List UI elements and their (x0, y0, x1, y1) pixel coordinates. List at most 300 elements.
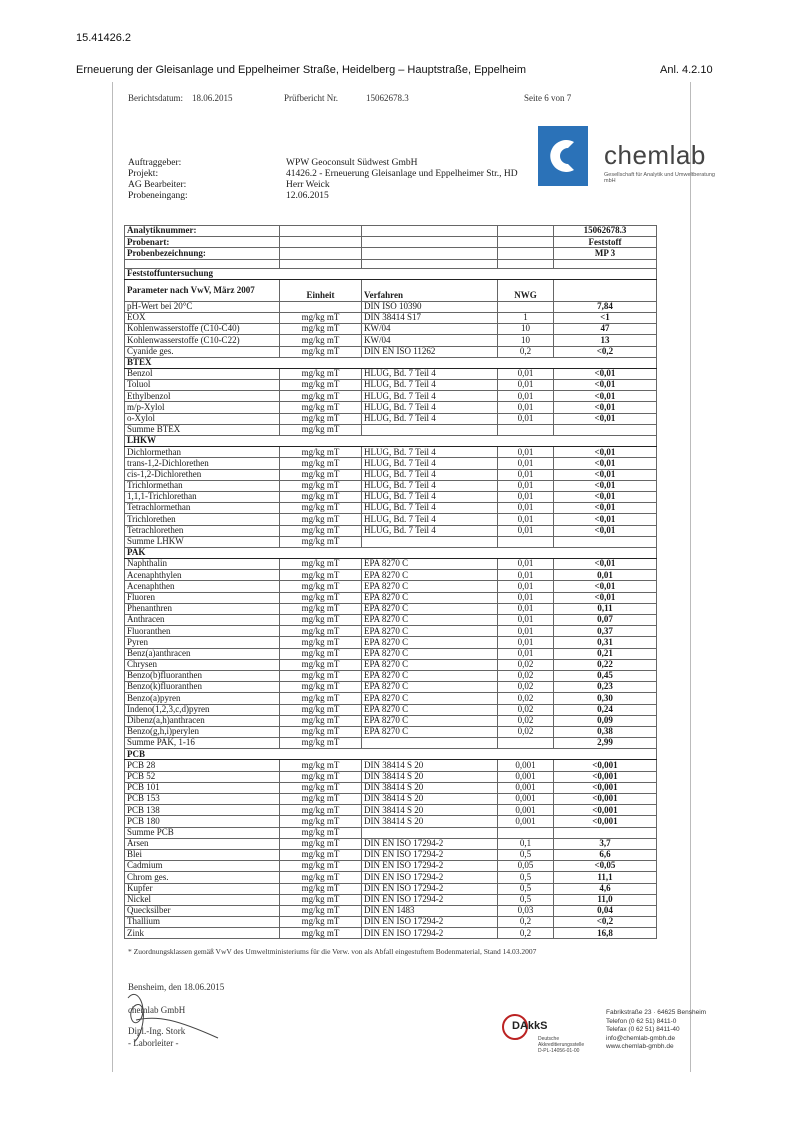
method-cell: DIN EN ISO 17294-2 (362, 928, 498, 939)
nwg-cell: 0,001 (498, 771, 554, 782)
nwg-cell: 0,01 (498, 447, 554, 458)
nwg-cell: 0,01 (498, 626, 554, 637)
result-cell: <0,01 (554, 514, 657, 525)
unit-cell: mg/kg mT (280, 682, 362, 693)
dakks-details: Deutsche Akkreditierungsstelle D-PL-14056-01-00 (538, 1036, 585, 1054)
parameter-cell: Trichlorethen (125, 514, 280, 525)
method-cell: HLUG, Bd. 7 Teil 4 (362, 503, 498, 514)
method-cell (362, 424, 498, 435)
parameter-cell: Chrysen (125, 659, 280, 670)
table-row (125, 469, 657, 480)
nwg-cell: 0,05 (498, 861, 554, 872)
method-cell: HLUG, Bd. 7 Teil 4 (362, 391, 498, 402)
method-cell: EPA 8270 C (362, 615, 498, 626)
result-cell: 0,22 (554, 659, 657, 670)
unit-cell: mg/kg mT (280, 380, 362, 391)
parameter-cell: Kohlenwasserstoffe (C10-C40) (125, 324, 280, 335)
table-row (125, 704, 657, 715)
table-row (125, 615, 657, 626)
unit-cell: mg/kg mT (280, 771, 362, 782)
nwg-cell (498, 424, 554, 435)
unit-cell: mg/kg mT (280, 469, 362, 480)
logo-tagline: Gesellschaft für Analytik und Umweltberatung mbH (604, 172, 715, 184)
nwg-cell: 10 (498, 324, 554, 335)
chemlab-logo (538, 126, 718, 186)
method-cell: DIN 38414 S 20 (362, 794, 498, 805)
nwg-cell: 0,01 (498, 368, 554, 379)
table-row (125, 581, 657, 592)
table-row (125, 559, 657, 570)
analytics-number-label: Analytiknummer: (125, 226, 280, 237)
table-row (125, 626, 657, 637)
table-row (125, 592, 657, 603)
result-cell (554, 424, 657, 435)
nwg-cell: 0,01 (498, 603, 554, 614)
parameter-cell: Dibenz(a,h)anthracen (125, 715, 280, 726)
unit-cell: mg/kg mT (280, 928, 362, 939)
result-cell: <0,001 (554, 771, 657, 782)
result-cell: <0,01 (554, 469, 657, 480)
unit-cell: mg/kg mT (280, 760, 362, 771)
method-cell: DIN 38414 S 20 (362, 805, 498, 816)
result-cell: <0,01 (554, 368, 657, 379)
unit-cell: mg/kg mT (280, 536, 362, 547)
nwg-cell: 0,01 (498, 581, 554, 592)
nwg-cell: 0,01 (498, 514, 554, 525)
nwg-cell (498, 827, 554, 838)
unit-cell: mg/kg mT (280, 346, 362, 357)
sample-name-value: MP 3 (554, 248, 657, 259)
parameter-cell: EOX (125, 312, 280, 323)
method-cell: HLUG, Bd. 7 Teil 4 (362, 469, 498, 480)
result-cell: <0,01 (554, 380, 657, 391)
unit-cell: mg/kg mT (280, 905, 362, 916)
unit-cell: mg/kg mT (280, 424, 362, 435)
scan-edge-right (690, 82, 691, 1072)
nwg-cell: 0,02 (498, 659, 554, 670)
result-cell: <0,01 (554, 458, 657, 469)
sample-type-value: Feststoff (554, 237, 657, 248)
unit-cell: mg/kg mT (280, 794, 362, 805)
unit-cell: mg/kg mT (280, 648, 362, 659)
method-cell: DIN EN ISO 17294-2 (362, 861, 498, 872)
table-row (125, 536, 657, 547)
unit-cell: mg/kg mT (280, 782, 362, 793)
parameter-cell: Cadmium (125, 861, 280, 872)
nwg-cell (498, 536, 554, 547)
unit-cell: mg/kg mT (280, 738, 362, 749)
method-cell: HLUG, Bd. 7 Teil 4 (362, 480, 498, 491)
table-row (125, 782, 657, 793)
nwg-cell: 1 (498, 312, 554, 323)
nwg-cell: 0,01 (498, 458, 554, 469)
nwg-cell: 0,01 (498, 525, 554, 536)
unit-cell (280, 301, 362, 312)
method-cell: DIN 38414 S 20 (362, 771, 498, 782)
nwg-cell: 0,01 (498, 491, 554, 502)
table-row (125, 693, 657, 704)
table-row (125, 301, 657, 312)
table-row (125, 346, 657, 357)
result-cell: 7,84 (554, 301, 657, 312)
handler-label: AG Bearbeiter: (128, 180, 187, 190)
parameter-cell: PCB 153 (125, 794, 280, 805)
table-row (125, 771, 657, 782)
section-header: BTEX (125, 357, 657, 368)
parameter-cell: Benzol (125, 368, 280, 379)
table-row (125, 659, 657, 670)
column-header-unit: Einheit (280, 279, 362, 301)
analytics-number-value: 15062678.3 (554, 226, 657, 237)
parameter-cell: m/p-Xylol (125, 402, 280, 413)
contact-address: Fabrikstraße 23 · 64625 Bensheim (606, 1009, 707, 1016)
result-cell: <0,01 (554, 525, 657, 536)
table-row (125, 872, 657, 883)
nwg-cell: 0,1 (498, 838, 554, 849)
table-row (125, 525, 657, 536)
method-cell (362, 738, 498, 749)
method-cell: EPA 8270 C (362, 559, 498, 570)
report-number-value: 15062678.3 (366, 93, 409, 103)
unit-cell: mg/kg mT (280, 603, 362, 614)
report-date-label: Berichtsdatum: (128, 93, 183, 103)
parameter-cell: Benzo(b)fluoranthen (125, 670, 280, 681)
parameter-cell: Trichlormethan (125, 480, 280, 491)
unit-cell: mg/kg mT (280, 693, 362, 704)
result-cell: 0,07 (554, 615, 657, 626)
table-row (125, 894, 657, 905)
sample-name-label: Probenbezeichnung: (125, 248, 280, 259)
parameter-cell: Summe PCB (125, 827, 280, 838)
result-cell: <0,001 (554, 794, 657, 805)
table-row (125, 928, 657, 939)
parameter-cell: Benzo(k)fluoranthen (125, 682, 280, 693)
unit-cell: mg/kg mT (280, 670, 362, 681)
nwg-cell (498, 301, 554, 312)
parameter-cell: Summe PAK, 1-16 (125, 738, 280, 749)
project-title: Erneuerung der Gleisanlage und Eppelheimer Straße, Heidelberg – Hauptstraße, Eppelheim (76, 64, 527, 76)
nwg-cell: 0,01 (498, 592, 554, 603)
handwritten-signature (118, 980, 228, 1050)
result-cell: <0,01 (554, 559, 657, 570)
parameter-cell: Arsen (125, 838, 280, 849)
nwg-cell: 0,001 (498, 805, 554, 816)
method-cell: EPA 8270 C (362, 626, 498, 637)
chemlab-c-logo-icon (538, 126, 588, 186)
result-cell: 16,8 (554, 928, 657, 939)
result-cell: <0,01 (554, 391, 657, 402)
unit-cell: mg/kg mT (280, 917, 362, 928)
method-cell: DIN 38414 S 20 (362, 816, 498, 827)
result-cell: <0,01 (554, 581, 657, 592)
nwg-cell: 0,2 (498, 917, 554, 928)
unit-cell: mg/kg mT (280, 391, 362, 402)
signature-place-date: Bensheim, den 18.06.2015 (128, 982, 225, 992)
results-table (124, 225, 657, 939)
method-cell: EPA 8270 C (362, 581, 498, 592)
nwg-cell: 0,02 (498, 726, 554, 737)
parameter-cell: Tetrachlormethan (125, 503, 280, 514)
parameter-cell: Quecksilber (125, 905, 280, 916)
parameter-cell: Acenaphthen (125, 581, 280, 592)
report-number-label: Prüfbericht Nr. (284, 93, 338, 103)
annex-number: Anl. 4.2.10 (660, 64, 713, 76)
parameter-cell: Summe LHKW (125, 536, 280, 547)
project-label: Projekt: (128, 169, 159, 179)
unit-cell: mg/kg mT (280, 503, 362, 514)
nwg-cell: 0,02 (498, 693, 554, 704)
unit-cell: mg/kg mT (280, 816, 362, 827)
table-row (125, 827, 657, 838)
result-cell: <1 (554, 312, 657, 323)
result-cell: 0,45 (554, 670, 657, 681)
dakks-name: DAkkS (512, 1020, 548, 1032)
parameter-cell: PCB 138 (125, 805, 280, 816)
method-cell: HLUG, Bd. 7 Teil 4 (362, 402, 498, 413)
unit-cell: mg/kg mT (280, 726, 362, 737)
parameter-cell: Blei (125, 849, 280, 860)
method-cell: HLUG, Bd. 7 Teil 4 (362, 447, 498, 458)
contact-block (606, 1009, 706, 1052)
table-row (125, 391, 657, 402)
result-cell: 13 (554, 335, 657, 346)
unit-cell: mg/kg mT (280, 704, 362, 715)
method-cell: DIN EN ISO 17294-2 (362, 838, 498, 849)
result-cell: 6,6 (554, 849, 657, 860)
footnote: * Zuordnungsklassen gemäß VwV des Umweltministeriums für die Verw. von als Abfall eingestuftem Bodenmaterial, Stand 14.03.2007 (128, 947, 537, 956)
table-row (125, 413, 657, 424)
method-cell: DIN 38414 S17 (362, 312, 498, 323)
nwg-cell: 0,5 (498, 872, 554, 883)
nwg-cell: 0,01 (498, 469, 554, 480)
unit-cell: mg/kg mT (280, 805, 362, 816)
nwg-cell: 0,001 (498, 794, 554, 805)
parameter-cell: Anthracen (125, 615, 280, 626)
table-row (125, 458, 657, 469)
column-header-nwg: NWG (498, 279, 554, 301)
method-cell: DIN EN 1483 (362, 905, 498, 916)
parameter-cell: Fluoranthen (125, 626, 280, 637)
nwg-cell: 0,001 (498, 816, 554, 827)
section-header-row (125, 436, 657, 447)
method-cell: KW/04 (362, 335, 498, 346)
unit-cell: mg/kg mT (280, 458, 362, 469)
method-cell: EPA 8270 C (362, 603, 498, 614)
method-cell: DIN 38414 S 20 (362, 782, 498, 793)
method-cell: HLUG, Bd. 7 Teil 4 (362, 514, 498, 525)
nwg-cell: 0,01 (498, 570, 554, 581)
table-row (125, 648, 657, 659)
method-cell: DIN EN ISO 17294-2 (362, 849, 498, 860)
method-cell: DIN EN ISO 17294-2 (362, 883, 498, 894)
column-header-method: Verfahren (362, 279, 498, 301)
result-cell: 47 (554, 324, 657, 335)
result-cell: 2,99 (554, 738, 657, 749)
unit-cell: mg/kg mT (280, 615, 362, 626)
nwg-cell: 0,5 (498, 883, 554, 894)
method-cell: HLUG, Bd. 7 Teil 4 (362, 380, 498, 391)
method-cell: DIN EN ISO 11262 (362, 346, 498, 357)
result-cell: 11,1 (554, 872, 657, 883)
parameter-cell: cis-1,2-Dichlorethen (125, 469, 280, 480)
parameter-cell: Tetrachlorethen (125, 525, 280, 536)
nwg-cell: 0,02 (498, 704, 554, 715)
method-cell (362, 827, 498, 838)
result-cell: <0,01 (554, 413, 657, 424)
table-row (125, 312, 657, 323)
unit-cell: mg/kg mT (280, 894, 362, 905)
nwg-cell: 0,01 (498, 480, 554, 491)
method-cell: EPA 8270 C (362, 704, 498, 715)
unit-cell: mg/kg mT (280, 715, 362, 726)
unit-cell: mg/kg mT (280, 637, 362, 648)
parameter-cell: Benz(a)anthracen (125, 648, 280, 659)
table-row (125, 670, 657, 681)
section-header-row (125, 547, 657, 558)
parameter-cell: PCB 101 (125, 782, 280, 793)
result-cell: <0,001 (554, 760, 657, 771)
result-cell: 0,38 (554, 726, 657, 737)
result-cell (554, 536, 657, 547)
result-cell: 0,21 (554, 648, 657, 659)
result-cell: 11,0 (554, 894, 657, 905)
nwg-cell: 0,01 (498, 615, 554, 626)
table-row (125, 905, 657, 916)
table-row (125, 849, 657, 860)
unit-cell: mg/kg mT (280, 514, 362, 525)
parameter-cell: Indeno(1,2,3,c,d)pyren (125, 704, 280, 715)
document-id: 15.41426.2 (76, 32, 132, 44)
method-cell: EPA 8270 C (362, 693, 498, 704)
method-cell: DIN EN ISO 17294-2 (362, 917, 498, 928)
nwg-cell: 0,5 (498, 849, 554, 860)
unit-cell: mg/kg mT (280, 827, 362, 838)
table-row (125, 447, 657, 458)
method-cell: EPA 8270 C (362, 648, 498, 659)
nwg-cell: 0,01 (498, 413, 554, 424)
parameter-cell: PCB 52 (125, 771, 280, 782)
method-cell: EPA 8270 C (362, 670, 498, 681)
method-cell: EPA 8270 C (362, 659, 498, 670)
table-row (125, 368, 657, 379)
nwg-cell: 0,001 (498, 760, 554, 771)
result-cell: <0,01 (554, 447, 657, 458)
section-header: PAK (125, 547, 657, 558)
report-date-value: 18.06.2015 (192, 93, 233, 103)
table-row (125, 603, 657, 614)
parameter-cell: Nickel (125, 894, 280, 905)
result-cell: <0,01 (554, 480, 657, 491)
unit-cell: mg/kg mT (280, 525, 362, 536)
nwg-cell: 0,02 (498, 670, 554, 681)
parameter-cell: Zink (125, 928, 280, 939)
unit-cell: mg/kg mT (280, 581, 362, 592)
nwg-cell (498, 738, 554, 749)
parameter-cell: Cyanide ges. (125, 346, 280, 357)
parameter-cell: PCB 180 (125, 816, 280, 827)
nwg-cell: 0,01 (498, 637, 554, 648)
table-row (125, 760, 657, 771)
scan-edge-left (112, 82, 113, 1072)
parameter-cell: Ethylbenzol (125, 391, 280, 402)
nwg-cell: 0,2 (498, 346, 554, 357)
unit-cell: mg/kg mT (280, 447, 362, 458)
unit-cell: mg/kg mT (280, 838, 362, 849)
unit-cell: mg/kg mT (280, 659, 362, 670)
unit-cell: mg/kg mT (280, 335, 362, 346)
method-cell: HLUG, Bd. 7 Teil 4 (362, 525, 498, 536)
table-row (125, 726, 657, 737)
result-cell: <0,01 (554, 491, 657, 502)
parameter-cell: Naphthalin (125, 559, 280, 570)
result-cell: <0,001 (554, 816, 657, 827)
result-cell: <0,2 (554, 917, 657, 928)
table-row (125, 335, 657, 346)
contact-phone: Telefon (0 62 51) 8411-0 (606, 1017, 677, 1025)
unit-cell: mg/kg mT (280, 559, 362, 570)
parameter-cell: 1,1,1-Trichlorethan (125, 491, 280, 502)
parameter-cell: Kupfer (125, 883, 280, 894)
nwg-cell: 0,01 (498, 391, 554, 402)
method-cell: HLUG, Bd. 7 Teil 4 (362, 368, 498, 379)
unit-cell: mg/kg mT (280, 312, 362, 323)
result-cell: 0,11 (554, 603, 657, 614)
table-row (125, 861, 657, 872)
table-row (125, 838, 657, 849)
result-cell: 0,09 (554, 715, 657, 726)
result-cell: 0,31 (554, 637, 657, 648)
unit-cell: mg/kg mT (280, 849, 362, 860)
method-cell: EPA 8270 C (362, 715, 498, 726)
unit-cell: mg/kg mT (280, 626, 362, 637)
unit-cell: mg/kg mT (280, 324, 362, 335)
result-cell: 0,24 (554, 704, 657, 715)
sample-type-label: Probenart: (125, 237, 280, 248)
client-label: Auftraggeber: (128, 158, 182, 168)
unit-cell: mg/kg mT (280, 480, 362, 491)
unit-cell: mg/kg mT (280, 402, 362, 413)
parameter-cell: Benzo(g,h,i)perylen (125, 726, 280, 737)
parameter-cell: Kohlenwasserstoffe (C10-C22) (125, 335, 280, 346)
nwg-cell: 0,01 (498, 648, 554, 659)
table-row (125, 682, 657, 693)
table-row (125, 503, 657, 514)
signature-company: chemlab GmbH (128, 1005, 186, 1015)
signature-person: Dipl.-Ing. Stork (128, 1026, 186, 1036)
method-cell: EPA 8270 C (362, 726, 498, 737)
table-row (125, 424, 657, 435)
method-cell: DIN ISO 10390 (362, 301, 498, 312)
client-value: WPW Geoconsult Südwest GmbH (286, 158, 418, 168)
section-header: LHKW (125, 436, 657, 447)
parameter-cell: Benzo(a)pyren (125, 693, 280, 704)
section-header-row (125, 357, 657, 368)
result-cell: <0,05 (554, 861, 657, 872)
method-cell: HLUG, Bd. 7 Teil 4 (362, 458, 498, 469)
result-cell: 3,7 (554, 838, 657, 849)
unit-cell: mg/kg mT (280, 570, 362, 581)
parameter-cell: Summe BTEX (125, 424, 280, 435)
result-cell: <0,01 (554, 402, 657, 413)
parameter-cell: Fluoren (125, 592, 280, 603)
table-row (125, 738, 657, 749)
parameter-cell: pH-Wert bei 20°C (125, 301, 280, 312)
section-header: PCB (125, 749, 657, 760)
contact-email: info@chemlab-gmbh.de (606, 1034, 676, 1042)
table-row (125, 917, 657, 928)
table-row (125, 324, 657, 335)
contact-web: www.chemlab-gmbh.de (606, 1043, 674, 1050)
